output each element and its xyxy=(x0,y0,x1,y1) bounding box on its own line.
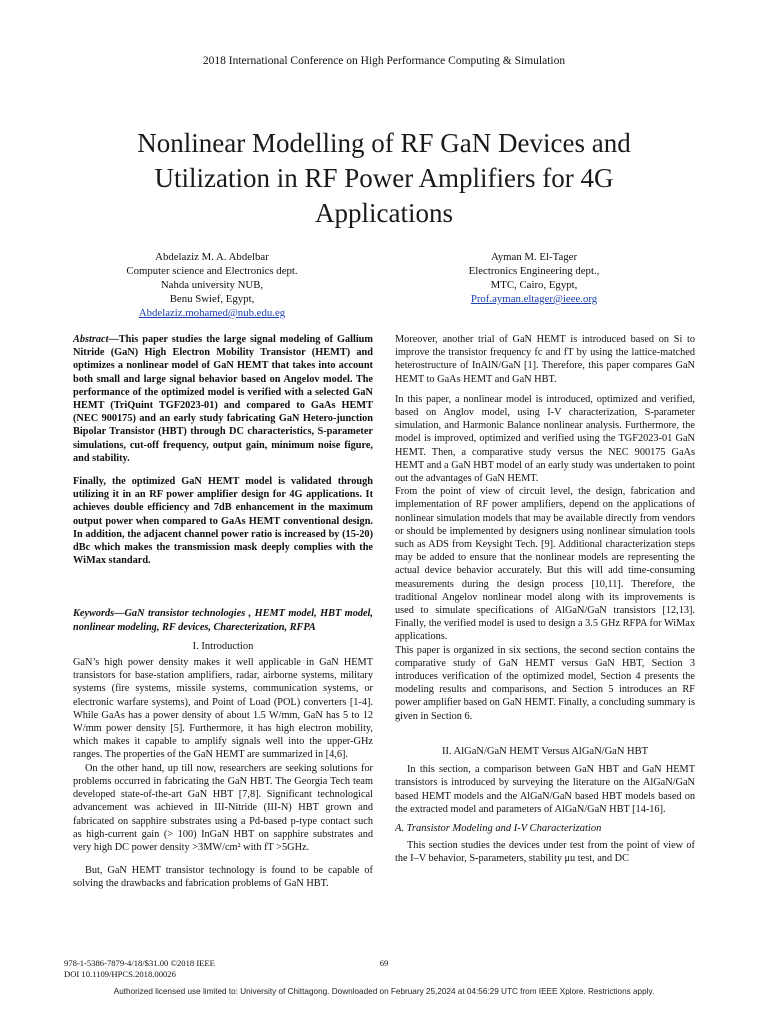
footer-isbn: 978-1-5386-7879-4/18/$31.00 ©2018 IEEE xyxy=(64,958,215,968)
title-line: Applications xyxy=(315,198,453,228)
conference-header: 2018 International Conference on High Performance Computing & Simulation xyxy=(202,55,566,67)
footer-ids xyxy=(64,958,215,980)
right-paragraph-3: From the point of view of circuit level, the design, fabrication and implementation of RF power amplifiers, depend on the applications of nonlinear simulation models that may be available directly from vendors or should be implemented by designers using nonlinear simulation tools such as ADS from Keysight Tech. [9]. Additional characterization steps may be added to ensure that the nonlinear models are representing the actual device behavior accurately. But this will add time-consuming measurements during the design process [10,11]. Therefore, the traditional Angelov nonlinear model along with its improvements is used to simulate specifications of AlGaN/GaN transistors [12,13]. Finally, the verified model is used to design a 3.5 GHz RFPA for WiMax applications. xyxy=(395,486,695,643)
paper-title xyxy=(84,126,684,231)
page-number: 69 xyxy=(379,958,389,968)
keywords xyxy=(73,607,373,633)
abstract-label: Abstract xyxy=(73,334,109,345)
subsection-heading-a: A. Transistor Modeling and I-V Characterization xyxy=(395,822,602,834)
right-paragraph-1: Moreover, another trial of GaN HEMT is introduced based on Si to improve the transistor frequency fc and fT by using the lattice-matched heterostructure of InAlN/GaN [1]. Therefore, this paper compares GaN HEMT to GaAs HEMT and GaN HBT. xyxy=(395,334,695,385)
authorized-use-notice: Authorized licensed use limited to: University of Chittagong. Downloaded on February 25,2024 at 04:56:29 UTC from IEEE Xplore. Restrictions apply. xyxy=(113,987,655,996)
footer-doi: DOI 10.1109/HPCS.2018.00026 xyxy=(64,969,176,979)
author-email-link[interactable]: Abdelaziz.mohamed@nub.edu.eg xyxy=(138,307,286,319)
right-column xyxy=(395,333,695,866)
left-column xyxy=(73,333,373,891)
abstract-paragraph-2: Finally, the optimized GaN HEMT model is validated through utilizing it in an RF power amplifier design for 4G applications. It achieves double efficiency and 7dB enhancement in the maximum output power when compared to GaAs HEMT conventional design. In addition, the adjacent channel power ratio is increased by (15-20) dBc which makes the transmission mask deeply complies with the WiMax standard. xyxy=(73,476,373,567)
intro-paragraph-2: On the other hand, up till now, researchers are seeking solutions for problems occurred in fabricating the GaN HBT. The Georgia Tech team developed state-of-the-art GaN HBT [7,8]. Significant technological advancement was achieved in III-Nitride (III-N) HBT grown and fabricated on sapphire substrates using a Pd-based p-type contact such as high-current gain (> 100) InGaN HBT on sapphire substrates and very high DC power density >3MW/cm² with fT >5GHz. xyxy=(73,762,373,853)
section2-paragraph-1: In this section, a comparison between GaN HBT and GaN HEMT transistors is introduced by surveying the literature on the AlGaN/GaN based HEMT models and the AlGaN/GaN based HBT models based on the extracted model and parameters of AlGaN/GaN HBT [14-16]. xyxy=(395,764,695,815)
author-email-link[interactable]: Prof.ayman.eltager@ieee.org xyxy=(470,293,598,305)
author-dept: Computer science and Electronics dept. xyxy=(126,265,298,277)
author-name: Ayman M. El-Tager xyxy=(490,251,578,263)
author-block-1 xyxy=(92,250,332,320)
abstract-text: —This paper studies the large signal modeling of Gallium Nitride (GaN) High Electron Mobility Transistor (HEMT) and optimizes a nonlinear model of GaN HEMT that takes into account both small and large signal behavior based on Angelov model. The performance of the optimized model is verified with a selected GaN HEMT (TriQuint TGF2023-01) and compared to GaAs HEMT (NEC 900175) and an early study fabricating GaN Hetero-junction Bipolar Transistor (HBT) through DC characteristics, S-parameter simulations, cut-off frequency, output gain, minimum noise figure, and stability. xyxy=(73,334,373,464)
keywords-text: —GaN transistor technologies , HEMT model, HBT model, nonlinear modeling, RF devices, Charecterization, RFPA xyxy=(73,608,373,633)
section-heading-2: II. AlGaN/GaN HEMT Versus AlGaN/GaN HBT xyxy=(441,745,649,757)
author-city: Benu Swief, Egypt, xyxy=(169,293,255,305)
intro-paragraph-3: But, GaN HEMT transistor technology is found to be capable of solving the drawbacks and fabrication problems of GaN HBT. xyxy=(73,865,373,890)
author-dept: Electronics Engineering dept., xyxy=(468,265,600,277)
author-name: Abdelaziz M. A. Abdelbar xyxy=(155,251,269,263)
keywords-label: Keywords xyxy=(73,608,115,620)
right-paragraph-4: This paper is organized in six sections, the second section contains the comparative study of GaN HEMT versus GaN HBT, Section 3 introduces verification of the optimized model, Section 4 presents the modeling results and comparisons, and Section 5 introduces an RF power amplifier based on GaN HEMT. Finally, a concluding summary is given in Section 6. xyxy=(395,644,695,722)
right-paragraph-2: In this paper, a nonlinear model is introduced, optimized and verified, based on Anglov model, using I-V characterization, S-parameter simulation, and Harmonic Balance nonlinear analysis. Furthermore, the model is improved, optimized and verified using the TGF2023-01 GaN HEMT. Then, a comparative study versus the NEC 900175 GaAs HEMT and a GaN HBT model of an early study was undertaken to point out the advantages of GaN HEMT. xyxy=(395,393,695,485)
title-line: Utilization in RF Power Amplifiers for 4G xyxy=(154,163,614,193)
title-line: Nonlinear Modelling of RF GaN Devices and xyxy=(137,128,631,158)
author-org: MTC, Cairo, Egypt, xyxy=(490,279,578,291)
section2-paragraph-2: This section studies the devices under test from the point of view of the I–V behavior, S-parameters, stability μu test, and DC xyxy=(395,840,695,865)
author-block-2 xyxy=(422,250,646,306)
author-org: Nahda university NUB, xyxy=(160,279,264,291)
section-heading-introduction: I. Introduction xyxy=(192,640,254,652)
intro-paragraph-1: GaN’s high power density makes it well applicable in GaN HEMT transistors for base-station amplifiers, radar, airborne systems, military systems (fire systems, missile systems, communication systems, or electronic warfare systems), and Point of Load (POL) converters [1-4]. While GaAs has a power density of about 1.5 W/mm, GaN has 5 to 12 W/mm power density [5]. Furthermore, it has high electron mobility, which makes it capable to amplify signals well into the upper-GHz ranges. The properties of the GaN HEMT are summarized in [4,6]. xyxy=(73,657,373,761)
abstract xyxy=(73,333,373,465)
